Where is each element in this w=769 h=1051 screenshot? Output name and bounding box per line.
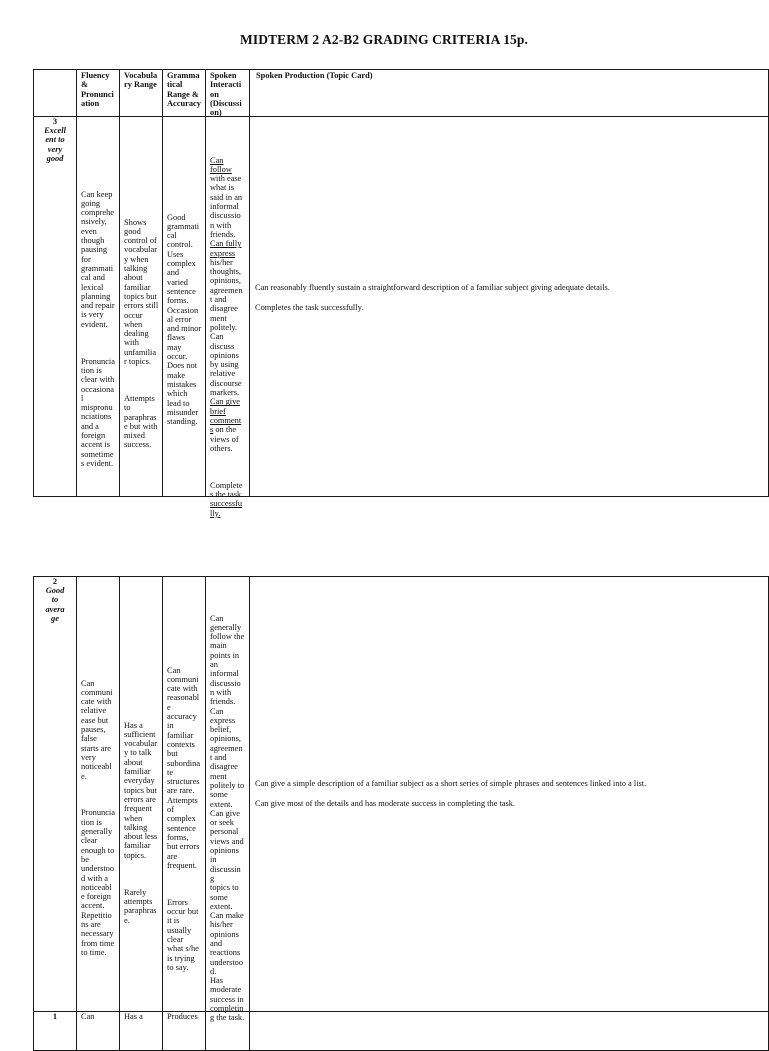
header-production: Spoken Production (Topic Card) bbox=[256, 71, 373, 80]
grade-2-vocabulary-cell bbox=[119, 576, 163, 1012]
grade-1-grammar-cell bbox=[162, 1011, 206, 1051]
grade-1-vocabulary-text: Has a bbox=[124, 1012, 143, 1021]
grade-2-level: Good to avera ge bbox=[45, 586, 65, 623]
grade-3-interaction-successfully: successfu lly. bbox=[210, 499, 243, 518]
grade-3-interaction-express: Can fully express bbox=[210, 239, 242, 258]
grade-2-pronunciation-text: Pronuncia tion is generally clear enough to be understoo d with a noticeabl e foreign accent. Repetitio ns are necessary from time to time. bbox=[81, 808, 115, 957]
grade-2-production-completion: Can give most of the details and has moderate success in completing the task. bbox=[255, 799, 516, 809]
grade-3-interaction-express-detail: his/her thoughts, opinions, agreemen t and disagree ment politely. Can discuss opinions by using relative discourse markers. bbox=[210, 257, 243, 398]
grade-1-cell bbox=[33, 1011, 77, 1051]
grade-3-vocabulary-text: Shows good control of vocabular y when talking about familiar topics but errors still occur when dealing with unfamilia r topics. bbox=[124, 217, 159, 367]
header-fluency: Fluency & Pronunci ation bbox=[81, 71, 114, 108]
grade-3-fluency-text: Can keep going comprehe nsively, even though pausing for grammati cal and lexical planning and repair is very evident. bbox=[81, 189, 115, 329]
grade-2-fluency-cell bbox=[76, 576, 120, 1012]
grade-3-grammar-cell bbox=[162, 116, 206, 497]
grade-3-production-description: Can reasonably fluently sustain a straightforward description of a familiar subject giving adequate details. bbox=[255, 283, 610, 292]
grade-2-grammar-text: Can communi cate with reasonabl e accuracy in familiar contexts but subordina te structures are rare. Attempts of complex sentence forms, but errors are frequent. bbox=[167, 665, 201, 870]
header-production-cell bbox=[249, 69, 769, 117]
grade-2-number: 2 bbox=[52, 577, 58, 586]
grade-3-interaction-completes: Complete s the task bbox=[210, 480, 243, 499]
grade-3-vocabulary-cell bbox=[119, 116, 163, 497]
grade-2-production-description: Can give a simple description of a familiar subject as a short series of simple phrases and sentences linked into a list. bbox=[255, 779, 647, 788]
grade-3-production-cell bbox=[249, 116, 769, 497]
grade-3-grammar-text: Good grammati cal control. Uses complex and varied sentence forms. Occasion al error and minor flaws may occur. Does not make mistakes which lead to misunder standing. bbox=[167, 212, 202, 427]
header-grammar: Gramma tical Range & Accuracy bbox=[167, 71, 201, 108]
grade-2-errors-text: Errors occur but it is usually clear what s/he is trying to say. bbox=[167, 897, 199, 972]
grade-2-cell bbox=[33, 576, 77, 1012]
grade-3-interaction-comments-detail: on the views of others. bbox=[210, 425, 239, 453]
grade-2-fluency-text: Can communi cate with relative ease but pauses, false starts are very noticeabl e. bbox=[81, 678, 113, 781]
grade-1-vocabulary-cell bbox=[119, 1011, 163, 1051]
grade-3-interaction-cell bbox=[205, 116, 250, 518]
header-interaction: Spoken Interacti on (Discussi on) bbox=[210, 71, 242, 118]
grade-3-interaction-comments: Can give brief comment s bbox=[210, 397, 242, 435]
grade-3-fluency-cell bbox=[76, 116, 120, 497]
grade-2-vocabulary-text: Has a sufficient vocabular y to talk about familiar everyday topics but errors are frequent when talking about less familiar topics. bbox=[124, 720, 158, 860]
grade-2-interaction-cell bbox=[205, 576, 250, 1023]
grade-1-number: 1 bbox=[52, 1012, 58, 1021]
grade-3-interaction-follow-detail: with ease what is said in an informal discussio n with friends. bbox=[210, 174, 243, 239]
grade-3-paraphrase-text: Attempts to paraphras e but with mixed success. bbox=[124, 393, 158, 450]
grade-3-production-completion: Completes the task successfully. bbox=[255, 303, 364, 313]
grade-1-fluency-cell bbox=[76, 1011, 120, 1051]
grade-1-interaction-cell bbox=[205, 1011, 250, 1051]
grade-2-interaction-text: Can generally follow the main points in an informal discussio n with friends. Can express belief, opinions, agreemen t and disagree ment politely to some extent. Can give or seek personal views and opinions in discussin g topics to some extent. Can make his/her opinions and reactions understoo d. Has moderate success in completin g the task. bbox=[210, 613, 245, 1023]
grade-1-grammar-text: Produces bbox=[167, 1012, 198, 1021]
grade-1-fluency-text: Can bbox=[81, 1012, 95, 1021]
grade-3-pronunciation-text: Pronuncia tion is clear with occasiona l mispronu nciations and a foreign accent is sometime s evident. bbox=[81, 356, 115, 468]
grade-3-cell bbox=[33, 116, 77, 497]
grade-2-grammar-cell bbox=[162, 576, 206, 1012]
grade-3-level: Excell ent to very good bbox=[44, 126, 66, 163]
header-fluency-cell bbox=[76, 69, 120, 117]
grade-1-production-cell bbox=[249, 1011, 769, 1051]
header-interaction-cell bbox=[205, 69, 250, 117]
grade-3-number: 3 bbox=[52, 117, 58, 126]
grade-2-production-cell bbox=[249, 576, 769, 1012]
header-grade-cell bbox=[33, 69, 77, 117]
header-vocabulary: Vocabula ry Range bbox=[124, 71, 158, 90]
grade-2-paraphrase-text: Rarely attempts paraphras e. bbox=[124, 887, 157, 925]
document-title: MIDTERM 2 A2-B2 GRADING CRITERIA 15p. bbox=[240, 32, 528, 47]
header-grammar-cell bbox=[162, 69, 206, 117]
grade-3-interaction-follow: Can follow bbox=[210, 155, 232, 174]
header-vocabulary-cell bbox=[119, 69, 163, 117]
